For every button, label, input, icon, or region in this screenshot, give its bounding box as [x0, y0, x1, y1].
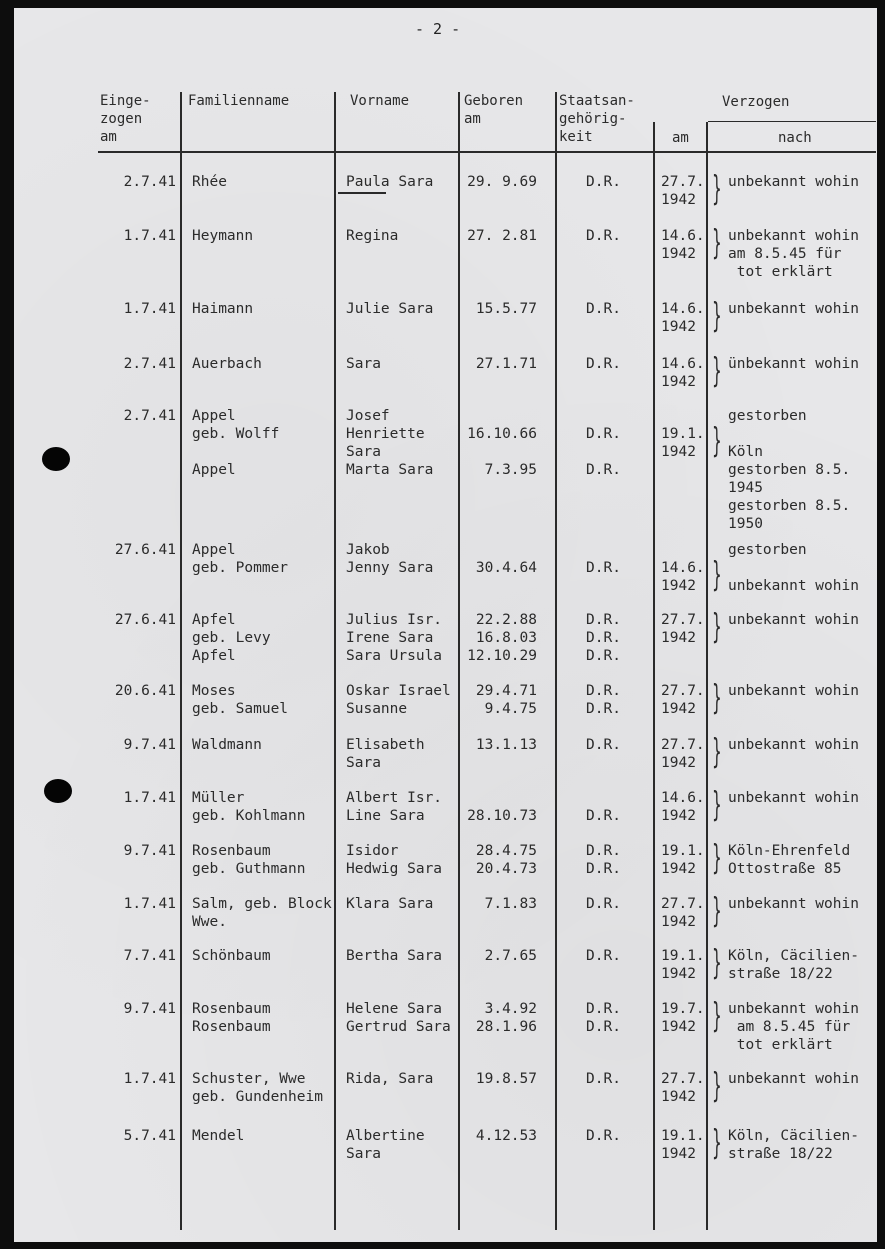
familienname-cell: Auerbach: [192, 356, 262, 372]
eingezogen-cell: 9.7.41: [123, 1001, 176, 1017]
verzogen-nach-cell: ünbekannt wohin: [728, 356, 859, 372]
eingezogen-cell: 2.7.41: [123, 356, 176, 372]
eingezogen-cell: 9.7.41: [123, 843, 176, 859]
staatsangehoerigkeit-cell: D.R. D.R. D.R.: [586, 612, 621, 664]
vorname-cell: Isidor Hedwig Sara: [346, 843, 443, 877]
staatsangehoerigkeit-cell: D.R.: [586, 1128, 621, 1144]
staatsangehoerigkeit-cell: D.R.: [586, 356, 621, 372]
eingezogen-cell: 27.6.41: [114, 542, 176, 558]
geboren-cell: 28.10.73: [467, 808, 537, 824]
vorname-cell: Paula Sara: [346, 174, 434, 190]
staatsangehoerigkeit-cell: D.R.: [586, 896, 621, 912]
page-number: - 2 -: [415, 20, 461, 38]
vorname-cell: Albertine Sara: [346, 1128, 425, 1162]
verzogen-nach-cell: unbekannt wohin: [728, 737, 859, 753]
header-staatsangehoerigkeit: Staatsan- gehörig- keit: [559, 93, 635, 145]
verzogen-nach-cell: unbekannt wohin: [728, 174, 859, 190]
eingezogen-cell: 9.7.41: [123, 737, 176, 753]
vorname-cell: Julie Sara: [346, 301, 434, 317]
header-verzogen-nach: nach: [778, 130, 812, 146]
geboren-cell: 3.4.92 28.1.96: [475, 1001, 537, 1035]
brace-icon: }: [711, 996, 722, 1036]
eingezogen-cell: 1.7.41: [123, 228, 176, 244]
verzogen-am-cell: 19.1. 1942: [661, 843, 705, 877]
staatsangehoerigkeit-cell: D.R. D.R.: [586, 1001, 621, 1035]
brace-icon: }: [711, 296, 722, 336]
eingezogen-cell: 5.7.41: [123, 1128, 176, 1144]
geboren-cell: 30.4.64: [475, 560, 537, 576]
familienname-cell: Rosenbaum Rosenbaum: [192, 1001, 271, 1035]
vorname-cell: Sara: [346, 356, 381, 372]
staatsangehoerigkeit-cell: D.R.: [586, 737, 621, 753]
vorname-cell: Jakob Jenny Sara: [346, 542, 434, 576]
verzogen-nach-cell: unbekannt wohin: [728, 1071, 859, 1087]
staatsangehoerigkeit-cell: D.R. D.R.: [586, 683, 621, 717]
geboren-cell: 22.2.88 16.8.03 12.10.29: [467, 612, 537, 664]
verzogen-am-cell: 19.1. 1942: [661, 948, 705, 982]
verzogen-nach-cell: unbekannt wohin: [728, 612, 859, 628]
geboren-cell: 29. 9.69: [467, 174, 537, 190]
eingezogen-cell: 27.6.41: [114, 612, 176, 628]
staatsangehoerigkeit-cell: D.R.: [586, 948, 621, 964]
verzogen-am-cell: 27.7. 1942: [661, 1071, 705, 1105]
verzogen-nach-cell: unbekannt wohin: [728, 790, 859, 806]
staatsangehoerigkeit-cell: D.R. D.R.: [586, 426, 621, 478]
brace-icon: }: [711, 891, 722, 931]
staatsangehoerigkeit-cell: D.R.: [586, 301, 621, 317]
header-eingezogen: Einge- zogen am: [100, 93, 151, 145]
familienname-cell: Rosenbaum geb. Guthmann: [192, 843, 306, 877]
familienname-cell: Schuster, Wwe geb. Gundenheim: [192, 1071, 323, 1105]
brace-icon: }: [711, 732, 722, 772]
vorname-cell: Bertha Sara: [346, 948, 443, 964]
familienname-cell: Mendel: [192, 1128, 245, 1144]
header-geboren: Geboren am: [464, 93, 524, 127]
verzogen-nach-cell: Köln, Cäcilien- straße 18/22: [728, 948, 859, 982]
vorname-cell: Julius Isr. Irene Sara Sara Ursula: [346, 612, 443, 664]
familienname-cell: Heymann: [192, 228, 254, 244]
familienname-cell: Apfel geb. Levy Apfel: [192, 612, 271, 664]
eingezogen-cell: 7.7.41: [123, 948, 176, 964]
staatsangehoerigkeit-cell: D.R. D.R.: [586, 843, 621, 877]
header-rule: [98, 151, 876, 153]
familienname-cell: Rhée: [192, 174, 227, 190]
verzogen-am-cell: 19.1. 1942: [661, 426, 705, 460]
vorname-cell: Klara Sara: [346, 896, 434, 912]
punch-hole-bottom: [44, 779, 72, 803]
verzogen-am-cell: 14.6. 1942: [661, 356, 705, 390]
vorname-cell: Albert Isr. Line Sara: [346, 790, 443, 824]
verzogen-nach-cell: unbekannt wohin: [728, 896, 859, 912]
verzogen-am-cell: 14.6. 1942: [661, 560, 705, 594]
geboren-cell: 27. 2.81: [467, 228, 537, 244]
eingezogen-cell: 1.7.41: [123, 301, 176, 317]
eingezogen-cell: 2.7.41: [123, 174, 176, 190]
verzogen-nach-cell: unbekannt wohin: [728, 683, 859, 699]
brace-icon: }: [711, 555, 722, 595]
verzogen-am-cell: 19.1. 1942: [661, 1128, 705, 1162]
geboren-cell: 28.4.75 20.4.73: [475, 843, 537, 877]
brace-icon: }: [711, 223, 722, 263]
column-divider-4: [555, 92, 557, 1230]
familienname-cell: Waldmann: [192, 737, 262, 753]
eingezogen-cell: 2.7.41: [123, 408, 176, 424]
eingezogen-cell: 1.7.41: [123, 896, 176, 912]
verzogen-am-cell: 14.6. 1942: [661, 228, 705, 262]
eingezogen-cell: 20.6.41: [114, 683, 176, 699]
geboren-cell: 19.8.57: [475, 1071, 537, 1087]
familienname-cell: Appel geb. Wolff Appel: [192, 408, 280, 478]
verzogen-am-cell: 14.6. 1942: [661, 301, 705, 335]
verzogen-nach-cell: unbekannt wohin am 8.5.45 für tot erklärt: [728, 228, 859, 280]
familienname-cell: Moses geb. Samuel: [192, 683, 289, 717]
familienname-cell: Müller geb. Kohlmann: [192, 790, 306, 824]
column-divider-1: [180, 92, 182, 1230]
eingezogen-cell: 1.7.41: [123, 790, 176, 806]
verzogen-nach-cell: Köln, Cäcilien- straße 18/22: [728, 1128, 859, 1162]
verzogen-nach-cell: Köln-Ehrenfeld Ottostraße 85: [728, 843, 851, 877]
verzogen-am-cell: 27.7. 1942: [661, 683, 705, 717]
brace-icon: }: [711, 169, 722, 209]
column-divider-5: [653, 122, 655, 1230]
header-vorname: Vorname: [350, 93, 410, 109]
vorname-cell: Elisabeth Sara: [346, 737, 425, 771]
geboren-cell: 15.5.77: [475, 301, 537, 317]
brace-icon: }: [711, 607, 722, 647]
column-divider-2: [334, 92, 336, 1230]
familienname-cell: Appel geb. Pommer: [192, 542, 289, 576]
brace-icon: }: [711, 1066, 722, 1106]
verzogen-am-cell: 27.7. 1942: [661, 174, 705, 208]
geboren-cell: 2.7.65: [484, 948, 537, 964]
verzogen-am-cell: 27.7. 1942: [661, 612, 705, 646]
eingezogen-cell: 1.7.41: [123, 1071, 176, 1087]
staatsangehoerigkeit-cell: D.R.: [586, 228, 621, 244]
verzogen-am-cell: 14.6. 1942: [661, 790, 705, 824]
verzogen-am-cell: 27.7. 1942: [661, 737, 705, 771]
column-divider-3: [458, 92, 460, 1230]
verzogen-subrule: [708, 121, 876, 122]
geboren-cell: 29.4.71 9.4.75: [475, 683, 537, 717]
familienname-cell: Salm, geb. Block Wwe.: [192, 896, 332, 930]
verzogen-nach-cell: gestorben Köln gestorben 8.5. 1945 gestorben 8.5. 1950: [728, 408, 851, 532]
geboren-cell: 16.10.66 7.3.95: [467, 426, 537, 478]
header-verzogen-am: am: [672, 130, 689, 146]
vorname-cell: Josef Henriette Sara Marta Sara: [346, 408, 434, 478]
vorname-cell: Helene Sara Gertrud Sara: [346, 1001, 451, 1035]
vorname-cell: Regina: [346, 228, 399, 244]
familienname-cell: Schönbaum: [192, 948, 271, 964]
vorname-cell: Rida, Sara: [346, 1071, 434, 1087]
staatsangehoerigkeit-cell: D.R.: [586, 560, 621, 576]
familienname-cell: Haimann: [192, 301, 254, 317]
brace-icon: }: [711, 1123, 722, 1163]
header-verzogen: Verzogen: [722, 94, 790, 110]
brace-icon: }: [711, 943, 722, 983]
brace-icon: }: [711, 351, 722, 391]
punch-hole-top: [42, 447, 70, 471]
verzogen-am-cell: 19.7. 1942: [661, 1001, 705, 1035]
brace-icon: }: [711, 678, 722, 718]
staatsangehoerigkeit-cell: D.R.: [586, 808, 621, 824]
column-divider-6: [706, 122, 708, 1230]
verzogen-am-cell: 27.7. 1942: [661, 896, 705, 930]
verzogen-nach-cell: gestorben unbekannt wohin: [728, 542, 859, 594]
geboren-cell: 13.1.13: [475, 737, 537, 753]
staatsangehoerigkeit-cell: D.R.: [586, 1071, 621, 1087]
underline-mark: [338, 192, 386, 194]
brace-icon: }: [711, 421, 722, 461]
verzogen-nach-cell: unbekannt wohin am 8.5.45 für tot erklärt: [728, 1001, 859, 1053]
geboren-cell: 4.12.53: [475, 1128, 537, 1144]
brace-icon: }: [711, 838, 722, 878]
brace-icon: }: [711, 785, 722, 825]
vorname-cell: Oskar Israel Susanne: [346, 683, 451, 717]
geboren-cell: 27.1.71: [475, 356, 537, 372]
geboren-cell: 7.1.83: [484, 896, 537, 912]
header-familienname: Familienname: [188, 93, 290, 109]
staatsangehoerigkeit-cell: D.R.: [586, 174, 621, 190]
verzogen-nach-cell: unbekannt wohin: [728, 301, 859, 317]
